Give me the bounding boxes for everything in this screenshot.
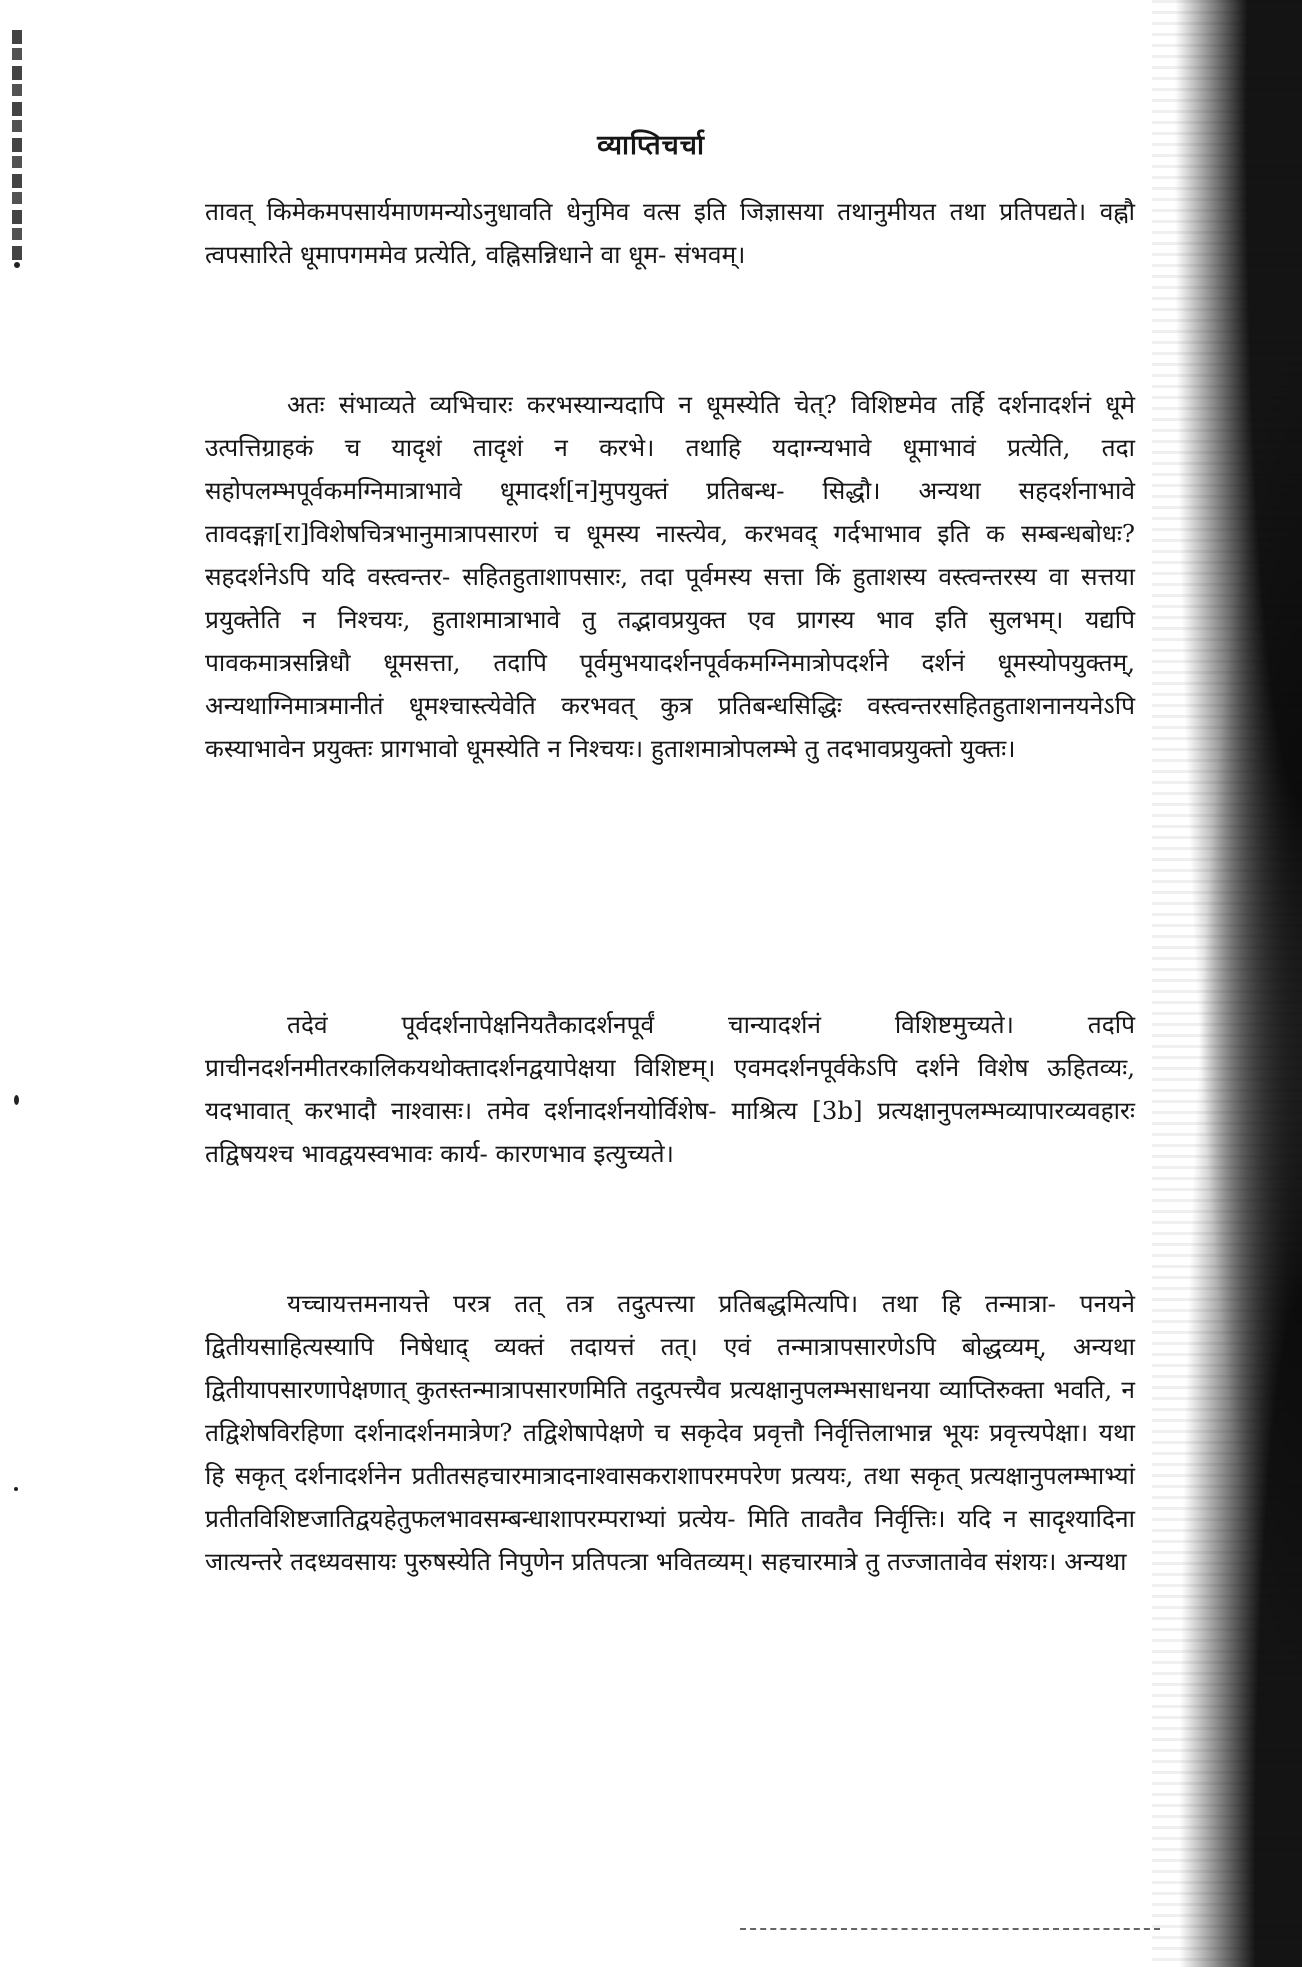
paragraph-3	[205, 1003, 1135, 1175]
paragraph-2	[205, 383, 1135, 770]
scan-shadow	[1152, 0, 1302, 1967]
paragraph-text: अतः संभाव्यते व्यभिचारः करभस्यान्यदापि न धूमस्येति चेत्? विशिष्टमेव तर्हि दर्शनादर्शनं धूमे उत्पत्तिग्राहकं च यादृशं तादृशं न करभे। तथाहि यदाग्न्यभावे धूमाभावं प्रत्येति, तदा सहोपलम्भपूर्वकमग्निमात्राभावे धूमादर्श[न]मुपयुक्तं प्रतिबन्ध- सिद्धौ। अन्यथा सहदर्शनाभावे तावदङ्गा[रा]विशेषचित्रभानुमात्रापसारणं च धूमस्य नास्त्येव, करभवद् गर्दभाभाव इति क सम्बन्धबोधः? सहदर्शनेऽपि यदि वस्त्वन्तर- सहितहुताशापसारः, तदा पूर्वमस्य सत्ता किं हुताशस्य वस्त्वन्तरस्य वा सत्तया प्रयुक्तेति न निश्चयः, हुताशमात्राभावे तु तद्भावप्रयुक्त एव प्रागस्य भाव इति सुलभम्। यद्यपि पावकमात्रसन्निधौ धूमसत्ता, तदापि पूर्वमुभयादर्शनपूर्वकमग्निमात्रोपदर्शने दर्शनं धूमस्योपयुक्तम्, अन्यथाग्निमात्रमानीतं धूमश्चास्त्येवेति करभवत् कुत्र प्रतिबन्धसिद्धिः वस्त्वन्तरसहितहुताशनानयनेऽपि कस्याभावेन प्रयुक्तः प्रागभावो धूमस्येति न निश्चयः। हुताशमात्रोपलम्भे तु तदभावप्रयुक्तो युक्तः।	[205, 390, 1135, 763]
paragraph-text: तदेवं पूर्वदर्शनापेक्षनियतैकादर्शनपूर्वं चान्यादर्शनं विशिष्टमुच्यते। तदपि प्राचीनदर्शनमीतरकालिकयथोक्तादर्शनद्वयापेक्षया विशिष्टम्। एवमदर्शनपूर्वकेऽपि दर्शने विशेष ऊहितव्यः, यदभावात् करभादौ नाश्वासः। तमेव दर्शनादर्शनयोर्विशेष- माश्रित्य [3b] प्रत्यक्षानुपलम्भव्यापारव्यवहारः तद्विषयश्च भावद्वयस्वभावः कार्य- कारणभाव इत्युच्यते।	[205, 1010, 1135, 1168]
paragraph-text: यच्चायत्तमनायत्ते परत्र तत् तत्र तदुत्पत्त्या प्रतिबद्धमित्यपि। तथा हि तन्मात्रा- पनयने द्वितीयसाहित्यस्यापि निषेधाद् व्यक्तं तदायत्तं तत्। एवं तन्मात्रापसारणेऽपि बोद्धव्यम्, अन्यथा द्वितीयापसारणापेक्षणात् कुतस्तन्मात्रापसारणमिति तदुत्पत्त्यैव प्रत्यक्षानुपलम्भसाधनया व्याप्तिरुक्ता भवति, न तद्विशेषविरहिणा दर्शनादर्शनमात्रेण? तद्विशेषापेक्षणे च सकृदेव प्रवृत्तौ निर्वृत्तिलाभान्न भूयः प्रवृत्त्यपेक्षा। यथा हि सकृत् दर्शनादर्शनेन प्रतीतसहचारमात्रादनाश्वासकराशापरमपरेण प्रत्ययः, तथा सकृत् प्रत्यक्षानुपलम्भाभ्यां प्रतीतविशिष्टजातिद्वयहेतुफलभावसम्बन्धाशापरम्पराभ्यां प्रत्येय- मिति तावतैव निर्वृत्तिः। यदि न सादृश्यादिना जात्यन्तरे तदध्यवसायः पुरुषस्येति निपुणेन प्रतिपत्त्रा भवितव्यम्। सहचारमात्रे तु तज्जातावेव संशयः। अन्यथा	[205, 1289, 1135, 1576]
paragraph-1	[205, 190, 1135, 276]
footer-dashed-line	[740, 1928, 1160, 1930]
paragraph-4	[205, 1282, 1135, 1583]
running-header: व्याप्तिचर्चा	[597, 130, 705, 161]
scan-speck	[14, 262, 20, 268]
paragraph-text: तावत् किमेकमपसार्यमाणमन्योऽनुधावति धेनुमिव वत्स इति जिज्ञासया तथानुमीयत तथा प्रतिपद्यते। वह्नौ त्वपसारिते धूमापगममेव प्रत्येति, वह्निसन्निधाने वा धूम- संभवम्।	[205, 197, 1135, 269]
scan-speck	[14, 1487, 18, 1491]
scan-speck	[14, 1095, 19, 1105]
